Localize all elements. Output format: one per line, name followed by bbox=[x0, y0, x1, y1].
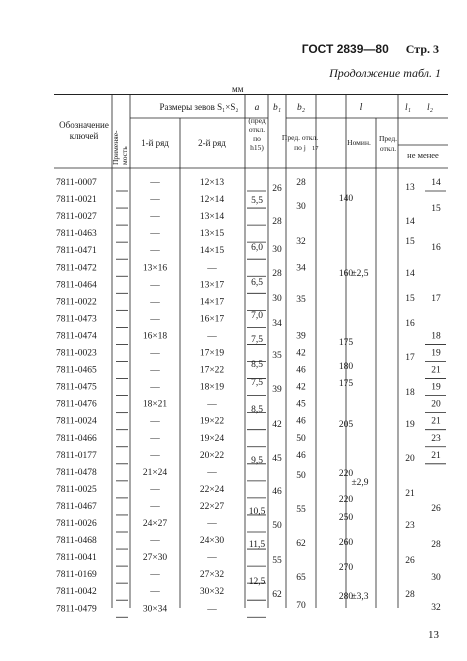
table-row-row2: 19×22 bbox=[199, 416, 225, 427]
header-row2: 2-й ряд bbox=[198, 138, 226, 148]
group-l1-value: 14 bbox=[405, 269, 415, 279]
table-row-row2: 12×13 bbox=[199, 178, 225, 188]
header-b-tol-2: по j bbox=[294, 143, 306, 152]
group-b1-value: 50 bbox=[272, 521, 282, 531]
table-row-code: 7811-0026 bbox=[56, 519, 97, 529]
header-not-less: не менее bbox=[407, 150, 439, 160]
group-b1-value: 28 bbox=[272, 269, 282, 279]
group-l-value: 140 bbox=[338, 194, 354, 204]
table-row-row2: — bbox=[207, 263, 217, 274]
page-label: Стр. 3 bbox=[405, 42, 439, 56]
group-b1-value: 28 bbox=[272, 217, 282, 227]
group-b1-value: 35 bbox=[272, 351, 282, 361]
group-l1-value: 28 bbox=[405, 590, 415, 600]
group-l2-value: 30 bbox=[431, 573, 441, 583]
group-a-value: 9,5 bbox=[251, 456, 263, 466]
table-row-row2: — bbox=[207, 467, 217, 478]
group-l2-value: 32 bbox=[431, 603, 441, 613]
table-row-code: 7811-0476 bbox=[56, 399, 97, 410]
table-row-code: 7811-0023 bbox=[56, 348, 97, 359]
group-l-value: 250 bbox=[338, 513, 354, 523]
group-l-tol-value: ±3,3 bbox=[351, 592, 369, 602]
table-row-code: 7811-0474 bbox=[56, 331, 97, 342]
group-l2-value: 16 bbox=[431, 243, 441, 253]
table-row-b2: 46 bbox=[296, 365, 306, 376]
table-row-row1: — bbox=[150, 416, 160, 427]
table-row-row1: — bbox=[150, 280, 160, 291]
table-row-b2: 46 bbox=[296, 416, 306, 427]
table-row-code: 7811-0169 bbox=[56, 570, 97, 581]
table-row-b2: 28 bbox=[296, 178, 306, 188]
table-row-row1: — bbox=[150, 433, 160, 444]
header-l: l bbox=[359, 102, 363, 113]
table-row-row2: 17×22 bbox=[199, 365, 225, 376]
table-row-row2: 16×17 bbox=[199, 314, 225, 325]
table-row-row1: 13×16 bbox=[142, 263, 168, 274]
table-row-l2: 20 bbox=[431, 399, 441, 410]
table-row-row1: — bbox=[150, 570, 160, 581]
group-b2-value: 62 bbox=[296, 539, 306, 549]
table-row-row2: 13×17 bbox=[199, 280, 225, 291]
table-row-code: 7811-0466 bbox=[56, 433, 97, 444]
table-row-l2: 21 bbox=[431, 416, 441, 427]
group-l1-value: 15 bbox=[405, 237, 415, 247]
table-row-row2: 13×14 bbox=[199, 212, 225, 223]
group-b1-value: 42 bbox=[272, 420, 282, 430]
table-row-code: 7811-0478 bbox=[56, 467, 97, 478]
header-b-tol-1: Пред. откл. bbox=[281, 133, 319, 142]
header-l-tol-2: откл. bbox=[379, 144, 397, 153]
unit-label: мм bbox=[232, 84, 244, 94]
table-row-row1: 16×18 bbox=[142, 331, 168, 342]
group-b2-value: 30 bbox=[296, 202, 306, 212]
header-sizes-group: Размеры зевов S₁×S₂ bbox=[159, 102, 239, 112]
table-row-code: 7811-0463 bbox=[56, 229, 97, 240]
table-row-row1: — bbox=[150, 450, 160, 461]
group-l-value: 270 bbox=[338, 563, 354, 573]
table-row-code: 7811-0467 bbox=[56, 501, 97, 512]
group-a-value: 7,0 bbox=[251, 311, 263, 321]
group-b1-value: 45 bbox=[272, 454, 282, 464]
table-row-b2: 45 bbox=[296, 399, 306, 410]
table-row-row1: — bbox=[150, 314, 160, 325]
group-a-value: 6,5 bbox=[251, 278, 263, 288]
table-row-code: 7811-0472 bbox=[56, 263, 97, 274]
group-a-value: 7,5 bbox=[251, 378, 263, 388]
group-l2-value: 28 bbox=[431, 540, 441, 550]
table-row-l2: 21 bbox=[431, 450, 441, 461]
table-row-b2: 39 bbox=[296, 331, 306, 342]
group-b2-value: 70 bbox=[296, 601, 306, 611]
table-row-l2: 18 bbox=[431, 331, 441, 342]
group-l1-value: 20 bbox=[405, 454, 415, 464]
group-l-tol-value: ±2,9 bbox=[351, 478, 369, 488]
group-a-value: 10,5 bbox=[248, 507, 266, 517]
table-row-row2: — bbox=[207, 331, 217, 342]
table-row-code: 7811-0021 bbox=[56, 195, 97, 206]
table-row-row1: — bbox=[150, 348, 160, 359]
group-a-value: 5,5 bbox=[251, 196, 263, 206]
page-number: 13 bbox=[428, 629, 439, 641]
group-l-value: 260 bbox=[338, 538, 354, 548]
header-l1: l₁ bbox=[405, 103, 411, 113]
table-row-code: 7811-0479 bbox=[56, 604, 97, 615]
group-l2-value: 26 bbox=[431, 504, 441, 514]
group-l1-value: 15 bbox=[405, 294, 415, 304]
table-row-row2: 14×17 bbox=[199, 297, 225, 308]
group-b2-value: 35 bbox=[296, 295, 306, 305]
table-row-row1: — bbox=[150, 246, 160, 257]
group-b2-value: 32 bbox=[296, 237, 306, 247]
header-b2: b₂ bbox=[296, 103, 306, 113]
table-row-row2: — bbox=[207, 519, 217, 529]
group-l-value: 175 bbox=[338, 379, 354, 389]
group-a-value: 7,5 bbox=[251, 335, 263, 345]
table-row-code: 7811-0024 bbox=[56, 416, 97, 427]
table-row-code: 7811-0025 bbox=[56, 484, 97, 495]
table-row-row2: — bbox=[207, 399, 217, 410]
group-a-value: 11,5 bbox=[248, 540, 266, 550]
table-row-l2: 19 bbox=[431, 382, 441, 393]
table-row-code: 7811-0042 bbox=[56, 587, 97, 598]
table-row-code: 7811-0041 bbox=[56, 553, 97, 564]
table-row-row1: 30×34 bbox=[142, 604, 168, 615]
table-row-row2: 22×24 bbox=[199, 484, 225, 495]
group-b1-value: 46 bbox=[272, 487, 282, 497]
group-a-value: 8,5 bbox=[251, 360, 263, 370]
table-row-row1: — bbox=[150, 195, 160, 206]
table-row-row1: 27×30 bbox=[142, 553, 168, 564]
header-l-nom: Номин. bbox=[347, 138, 371, 147]
group-l1-value: 13 bbox=[405, 183, 415, 193]
continuation-note: Продолжение табл. 1 bbox=[329, 66, 441, 80]
table-row-code: 7811-0027 bbox=[56, 212, 97, 223]
group-l1-value: 19 bbox=[405, 420, 415, 430]
table-row-row1: — bbox=[150, 484, 160, 495]
header-b1: b₁ bbox=[272, 103, 282, 113]
table-row-row1: 21×24 bbox=[142, 467, 168, 478]
table-row-l2: 19 bbox=[431, 348, 441, 359]
table-row-code: 7811-0471 bbox=[56, 246, 97, 257]
table-row-row1: 24×27 bbox=[142, 519, 168, 529]
header-a-tol-4: h15) bbox=[250, 143, 264, 152]
table-row-row1: — bbox=[150, 212, 160, 223]
table-row-code: 7811-0007 bbox=[56, 178, 97, 188]
table-row-l2: 14 bbox=[431, 178, 441, 188]
table-row-l2: 23 bbox=[431, 433, 441, 444]
group-l-value: 175 bbox=[338, 338, 354, 348]
table-row-row1: — bbox=[150, 536, 160, 547]
table-row-row1: — bbox=[150, 587, 160, 598]
group-l-value: 220 bbox=[338, 469, 354, 479]
table-row-row1: — bbox=[150, 501, 160, 512]
header-application-2: мость bbox=[120, 146, 129, 165]
table-row-b2: 34 bbox=[296, 263, 306, 274]
table-row-row2: 19×24 bbox=[199, 433, 225, 444]
table-row-b2: 46 bbox=[296, 450, 306, 461]
table-row-b2: 50 bbox=[296, 433, 306, 444]
table-row-row2: 30×32 bbox=[199, 587, 225, 598]
group-b1-value: 26 bbox=[272, 184, 282, 194]
group-b1-value: 62 bbox=[272, 590, 282, 600]
group-b1-value: 55 bbox=[272, 556, 282, 566]
table-row-row2: — bbox=[207, 604, 217, 615]
group-l1-value: 14 bbox=[405, 217, 415, 227]
group-l1-value: 23 bbox=[405, 521, 415, 531]
header-row1: 1-й ряд bbox=[141, 138, 169, 148]
table-row-row1: — bbox=[150, 297, 160, 308]
group-b1-value: 39 bbox=[272, 385, 282, 395]
header-a-tol-3: по bbox=[253, 134, 261, 143]
standard-number: ГОСТ 2839—80 bbox=[301, 42, 389, 56]
table-row-row1: — bbox=[150, 365, 160, 376]
group-l-value: 280 bbox=[338, 592, 354, 602]
header-l2: l₂ bbox=[427, 103, 433, 113]
table-row-b2: 42 bbox=[296, 382, 306, 393]
group-a-value: 6,0 bbox=[251, 243, 263, 253]
group-l-value: 205 bbox=[338, 420, 354, 430]
header-b-tol-sub: 17 bbox=[312, 145, 319, 152]
group-l1-value: 26 bbox=[405, 556, 415, 566]
group-b1-value: 34 bbox=[272, 319, 282, 329]
group-b2-value: 50 bbox=[296, 471, 306, 481]
table-row-b2: 42 bbox=[296, 348, 306, 359]
group-l1-value: 16 bbox=[405, 319, 415, 329]
group-a-value: 8,5 bbox=[251, 405, 263, 415]
group-a-value: 12,5 bbox=[248, 577, 266, 587]
table-row-row2: — bbox=[207, 553, 217, 564]
table-row-code: 7811-0177 bbox=[56, 450, 97, 461]
table-row-row1: 18×21 bbox=[142, 399, 168, 410]
group-l-value: 220 bbox=[338, 495, 354, 505]
header-designation: Обозначение bbox=[59, 120, 109, 130]
table-row-code: 7811-0468 bbox=[56, 536, 97, 547]
table-row-code: 7811-0473 bbox=[56, 314, 97, 325]
group-b1-value: 30 bbox=[272, 294, 282, 304]
table-row-code: 7811-0022 bbox=[56, 297, 97, 308]
table-row-row2: 14×15 bbox=[199, 246, 225, 257]
group-b2-value: 65 bbox=[296, 573, 306, 583]
header-a-tol-2: откл. bbox=[248, 125, 266, 134]
group-l-value: 160 bbox=[338, 269, 354, 279]
group-l-tol-value: ±2,5 bbox=[351, 269, 369, 279]
table-row-row2: 12×14 bbox=[199, 195, 225, 206]
group-l2-value: 17 bbox=[431, 294, 441, 304]
table-row-row2: 22×27 bbox=[199, 501, 225, 512]
header-application: Применяе- bbox=[111, 130, 120, 165]
table-row-row2: 18×19 bbox=[199, 382, 225, 393]
table-row-code: 7811-0464 bbox=[56, 280, 97, 291]
group-l-value: 180 bbox=[338, 362, 354, 372]
header-a: a bbox=[254, 103, 260, 113]
header-designation-2: ключей bbox=[69, 131, 99, 141]
table-row-row2: 13×15 bbox=[199, 229, 225, 240]
group-l2-value: 15 bbox=[431, 204, 441, 214]
header-a-tol-1: (пред bbox=[248, 116, 266, 125]
group-l1-value: 21 bbox=[405, 489, 415, 499]
table-row-row2: 17×19 bbox=[199, 348, 225, 359]
table-row-row2: 20×22 bbox=[199, 450, 225, 461]
header-l-tol-1: Пред. bbox=[378, 134, 398, 143]
table-row-row2: 24×30 bbox=[199, 536, 225, 547]
group-l1-value: 17 bbox=[405, 353, 415, 363]
group-b2-value: 55 bbox=[296, 505, 306, 515]
table-row-row2: 27×32 bbox=[199, 570, 225, 581]
table-row-code: 7811-0465 bbox=[56, 365, 97, 376]
table-row-row1: — bbox=[150, 229, 160, 240]
group-b1-value: 30 bbox=[272, 245, 282, 255]
group-l1-value: 18 bbox=[405, 388, 415, 398]
table-row-row1: — bbox=[150, 382, 160, 393]
table-row-row1: — bbox=[150, 178, 160, 188]
table-row-l2: 21 bbox=[431, 365, 441, 376]
table-row-code: 7811-0475 bbox=[56, 382, 97, 393]
